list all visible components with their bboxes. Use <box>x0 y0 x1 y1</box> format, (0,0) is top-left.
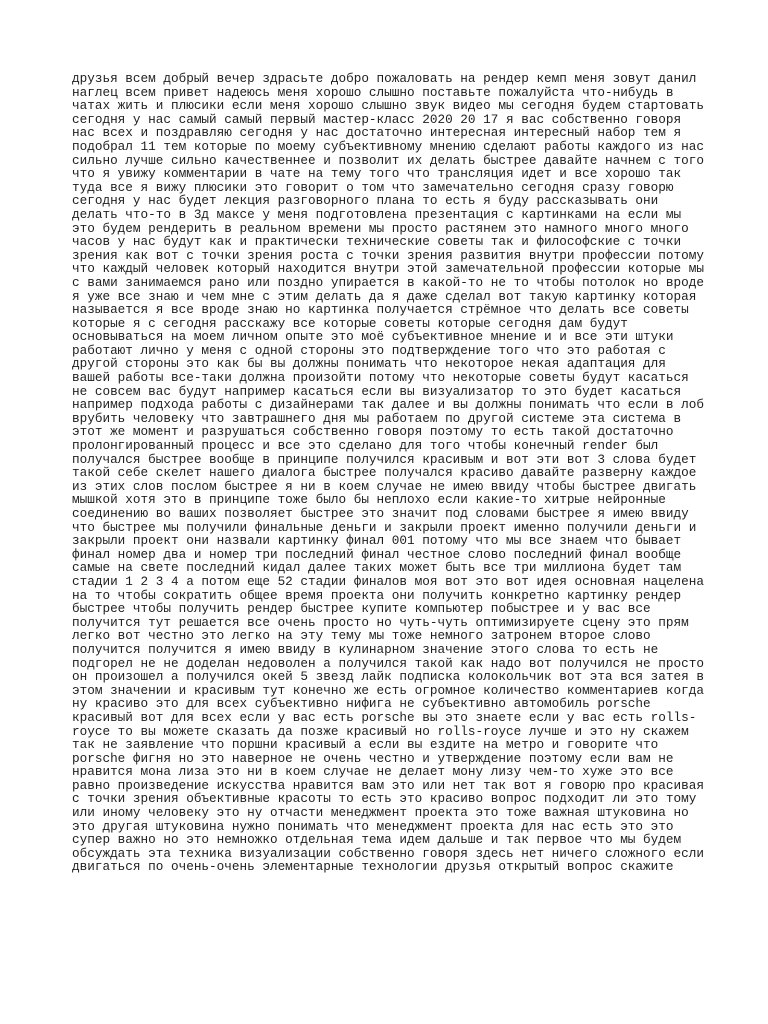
text-line: это будем рендерить в реальном времени мы просто растянем это намного много много <box>72 220 689 236</box>
text-line: основываться на моем личном опыте это моё субъективное мнение и и все эти штуки <box>72 329 674 345</box>
text-line: с точки зрения объективные красоты то есть это красиво вопрос подходит ли это тому <box>72 791 697 807</box>
text-line: получится тут решается все очень просто но чуть-чуть оптимизируете сцену это прям <box>72 614 689 630</box>
text-line: сильно лучше сильно качественнее и позволит их делать быстрее давайте начнем с того <box>72 152 704 168</box>
text-line: часов у нас будут как и практически технические советы так и философские с точки <box>72 234 682 250</box>
text-line: этот же момент и разрушаться собственно говоря поэтому то есть такой достаточно <box>72 424 674 440</box>
text-line: что быстрее мы получили финальные деньги и закрыли проект именно получили деньги и <box>72 519 697 535</box>
text-line: делать что-то в 3д максе у меня подготовлена презентация с картинками на если мы <box>72 206 682 222</box>
text-line: мышкой хотя это в принципе тоже было бы неплохо если какие-то хитрые нейронные <box>72 492 666 508</box>
text-line: легко вот честно это легко на эту тему мы тоже немного затронем второе слово <box>72 628 651 644</box>
text-line: чатах жить и плюсики если меня хорошо слышно звук видео мы сегодня будем стартовать <box>72 98 704 114</box>
text-line: соединению во ваших позволяет быстрее это значит под словами быстрее я имею ввиду <box>72 506 689 521</box>
text-line: вашей работы все-таки должна произойти потому что некоторые советы будут касаться <box>72 370 689 386</box>
text-line: получался быстрее вообще в принципе получился красивым и вот эти вот 3 слова будет <box>72 451 697 467</box>
text-line: называется я все вроде знаю но картинка получается стрёмное что делать все советы <box>72 302 689 318</box>
text-line: стадии 1 2 3 4 а потом еще 52 стадии финалов моя вот это вот идея основная нацелена <box>72 573 704 589</box>
text-line: подобрал 11 тем которые по моему субъективному мнению сделают работы каждого из нас <box>72 138 704 154</box>
text-line: туда все я вижу плюсики это говорит о том что замечательно сегодня сразу говорю <box>72 179 674 195</box>
text-line: врубить человеку что завтрашнего дня мы работаем по другой системе эта система в <box>72 410 682 426</box>
text-line: такой себе скелет нашего диалога быстрее получался красиво давайте разверну каждое <box>72 465 697 481</box>
text-line: подгорел не не доделан недоволен а получился такой как надо вот получился не просто <box>72 655 704 671</box>
text-line: не совсем вас будут например касаться если вы визуализатор то это будет касаться <box>72 383 682 399</box>
transcript-text-block <box>72 72 712 874</box>
text-line: porsche фигня но это наверное не очень честно и утверждение поэтому если вам не <box>72 750 674 766</box>
text-line: быстрее чтобы получить рендер быстрее купите компьютер побыстрее и у вас все <box>72 601 651 617</box>
text-line: зрения как вот с точки зрения роста с точки зрения развития внутри профессии потому <box>72 247 704 263</box>
text-line: или иному человеку это ну отчасти менеджмент проекта это тоже важная штуковина но <box>72 805 689 821</box>
text-line: сегодня у нас самый самый первый мастер-класс 2020 20 17 я вас собственно говоря <box>72 111 682 127</box>
text-line: это другая штуковина нужно понимать что менеджмент проекта для нас есть это это <box>72 818 674 834</box>
text-line: ну красиво это для всех субъективно нифига не субъективно автомобиль porsche <box>72 696 651 712</box>
text-line: на то чтобы сократить общее время проекта они получить конкретно картинку рендер <box>72 587 682 603</box>
text-line: royce то вы можете сказать да позже красивый но rolls-royce лучше и это ну скажем <box>72 723 689 739</box>
text-line: двигаться по очень-очень элементарные технологии друзья открытый вопрос скажите <box>72 859 674 875</box>
text-line: друзья всем добрый вечер здрасьте добро пожаловать на рендер кемп меня зовут данил <box>72 71 697 86</box>
text-line: равно произведение искусства нравится вам это или нет так вот я говорю про красивая <box>72 777 704 793</box>
text-line: что каждый человек который находится внутри этой замечательной профессии которые мы <box>72 261 704 277</box>
text-line: так не заявление что поршни красивый а если вы ездите на метро и говорите что <box>72 737 659 753</box>
text-line: что я увижу комментарии в чате на тему того что трансляция идет и все хорошо так <box>72 166 682 182</box>
text-line: с вами занимаемся рано или поздно упирается в какой-то не то чтобы потолок но вроде <box>72 274 704 290</box>
text-line: красивый вот для всех если у вас есть porsche вы это знаете если у вас есть rolls- <box>72 709 697 725</box>
text-line: самые на свете последний кидал далее таких может быть все три миллиона будет там <box>72 560 682 576</box>
text-line: обсуждать эта техника визуализации собственно говоря здесь нет ничего сложного если <box>72 845 704 861</box>
text-line: нравится мона лиза это ни в коем случае не делает мону лизу чем-то хуже это все <box>72 764 674 780</box>
text-line: я уже все знаю и чем мне с этим делать да я даже сделал вот такую картинку которая <box>72 288 697 304</box>
text-line: этом значении и красивым тут конечно же есть огромное количество комментариев когда <box>72 682 704 698</box>
text-line: нас всех и поздравляю сегодня у нас достаточно интересная интересный набор тем я <box>72 125 682 141</box>
text-line: например подхода работы с дизайнерами так далее и вы должны понимать что если в лоб <box>72 397 704 413</box>
text-line: пролонгированный процесс и все это сделано для того чтобы конечный render был <box>72 438 659 454</box>
text-line: сегодня у нас будет лекция разговорного плана то есть я буду рассказывать они <box>72 193 659 209</box>
text-line: наглец всем привет надеюсь меня хорошо слышно поставьте пожалуйста что-нибудь в <box>72 84 674 100</box>
text-line: получится получится я имею ввиду в кулинарном значение этого слова то есть не <box>72 641 659 657</box>
text-line: супер важно но это немножко отдельная тема идем дальше и так первое что мы будем <box>72 832 682 848</box>
text-line: он произошел а получился окей 5 звезд лайк подписка колокольчик вот эта вся затея в <box>72 669 704 685</box>
text-line: другой стороны это как бы вы должны понимать что некоторое некая адаптация для <box>72 356 666 372</box>
text-line: работают лично у меня с одной стороны это подтверждение того что это работая с <box>72 342 666 358</box>
text-line: закрыли проект они назвали картинку финал 001 потому что мы все знаем что бывает <box>72 533 682 549</box>
text-line: которые я с сегодня расскажу все которые советы которые сегодня дам будут <box>72 315 628 331</box>
text-line: из этих слов послом быстрее я ни в коем случае не имею ввиду чтобы быстрее двигать <box>72 478 697 494</box>
text-line: финал номер два и номер три последний финал честное слово последний финал вообще <box>72 546 682 562</box>
